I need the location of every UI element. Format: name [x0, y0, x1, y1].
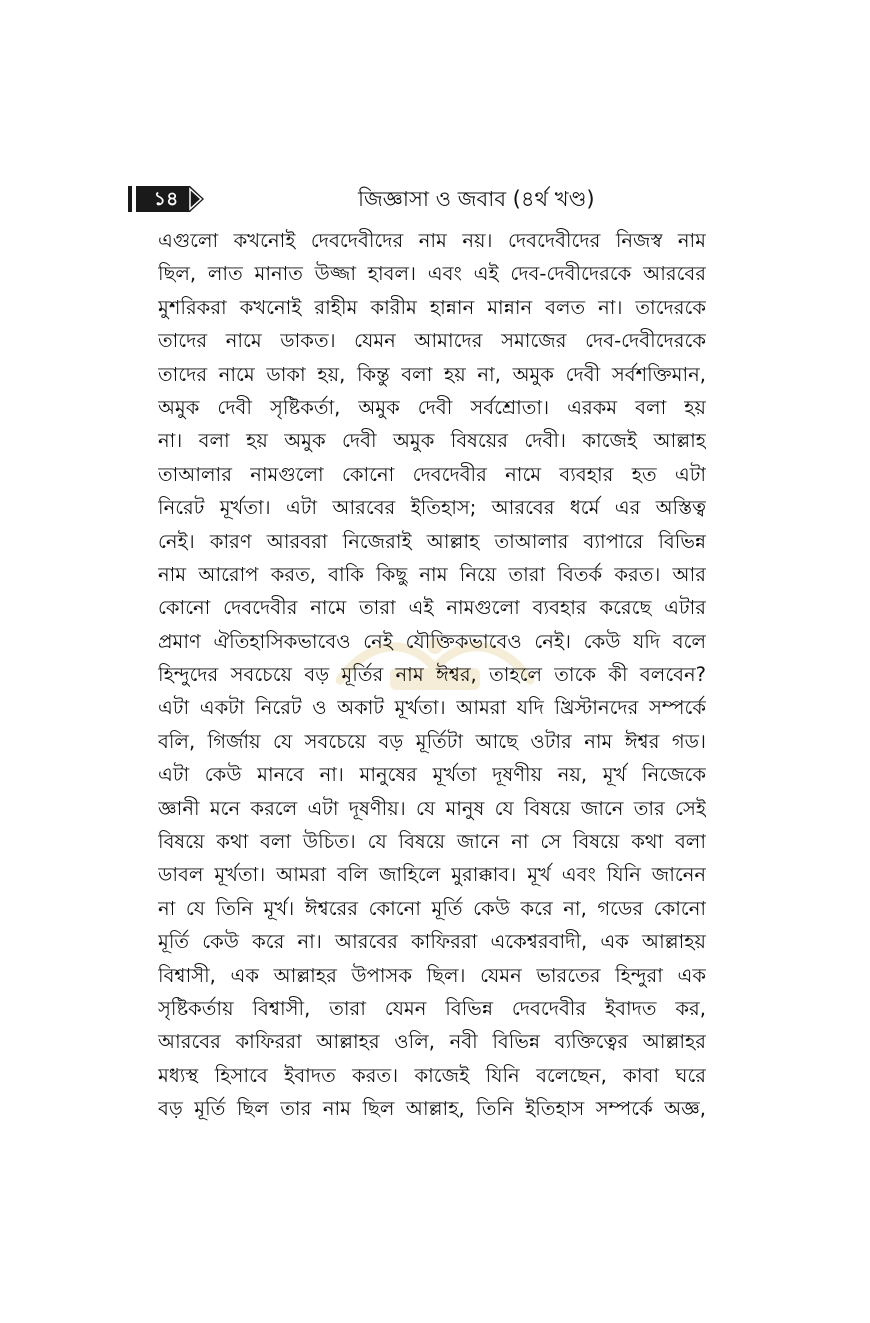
text-line: বিশ্বাসী, এক আল্লাহর উপাসক ছিল। যেমন ভারতের হিন্দুরা এক — [158, 963, 706, 987]
text-line: অমুক দেবী সৃষ্টিকর্তা, অমুক দেবী সর্বশ্রোতা। এরকম বলা হয় — [158, 395, 706, 419]
text-line: বড় মূর্তি ছিল তার নাম ছিল আল্লাহ, তিনি ইতিহাস সম্পর্কে অজ্ঞ, — [158, 1097, 706, 1121]
text-line: তাদের নামে ডাকত। যেমন আমাদের সমাজের দেব-দেবীদেরকে — [158, 329, 706, 353]
text-line: জ্ঞানী মনে করলে এটা দূষণীয়। যে মানুষ যে বিষয়ে জানে তার সেই — [158, 796, 706, 820]
text-line: মূর্তি কেউ করে না। আরবের কাফিররা একেশ্বরবাদী, এক আল্লাহয় — [158, 930, 706, 954]
body-text — [158, 224, 706, 1126]
text-line: না যে তিনি মূর্খ। ঈশ্বরের কোনো মূর্তি কেউ করে না, গডের কোনো — [158, 896, 706, 920]
page-number-badge — [128, 186, 206, 212]
text-line: এটা একটা নিরেট ও অকাট মূর্খতা। আমরা যদি খ্রিস্টানদের সম্পর্কে — [158, 696, 706, 720]
text-line: নাম আরোপ করত, বাকি কিছু নাম নিয়ে তারা বিতর্ক করত। আর — [158, 562, 706, 586]
text-line: এগুলো কখনোই দেবদেবীদের নাম নয়। দেবদেবীদের নিজস্ব নাম — [158, 229, 706, 252]
text-line: সৃষ্টিকর্তায় বিশ্বাসী, তারা যেমন বিভিন্ন দেবদেবীর ইবাদত কর, — [158, 996, 706, 1020]
text-line: নেই। কারণ আরবরা নিজেরাই আল্লাহ তাআলার ব্যাপারে বিভিন্ন — [158, 529, 706, 553]
text-line: তাদের নামে ডাকা হয়, কিন্তু বলা হয় না, অমুক দেবী সর্বশক্তিমান, — [158, 362, 706, 386]
text-line: আরবের কাফিররা আল্লাহর ওলি, নবী বিভিন্ন ব্যক্তিত্বের আল্লাহর — [158, 1030, 706, 1054]
text-line: বলি, গির্জায় যে সবচেয়ে বড় মূর্তিটা আছে ওটার নাম ঈশ্বর গড। — [158, 729, 706, 753]
text-line: মধ্যস্থ হিসাবে ইবাদত করত। কাজেই যিনি বলেছেন, কাবা ঘরে — [158, 1063, 706, 1087]
text-line: মুশরিকরা কখনোই রাহীম কারীম হান্নান মান্নান বলত না। তাদেরকে — [158, 295, 706, 319]
text-line: নিরেট মূর্খতা। এটা আরবের ইতিহাস; আরবের ধর্মে এর অস্তিত্ব — [158, 496, 706, 520]
page-number: ১৪ — [153, 188, 179, 210]
text-line: প্রমাণ ঐতিহাসিকভাবেও নেই যৌক্তিকভাবেও নেই। কেউ যদি বলে — [158, 629, 706, 653]
text-line: তাআলার নামগুলো কোনো দেবদেবীর নামে ব্যবহার হত এটা — [158, 462, 706, 486]
text-line: এটা কেউ মানবে না। মানুষের মূর্খতা দূষণীয় নয়, মূর্খ নিজেকে — [158, 763, 706, 787]
page-header — [128, 182, 708, 218]
text-line: বিষয়ে কথা বলা উচিত। যে বিষয়ে জানে না সে বিষয়ে কথা বলা — [158, 830, 706, 854]
running-title: জিজ্ঞাসা ও জবাব (৪র্থ খণ্ড) — [358, 187, 595, 211]
text-line: হিন্দুদের সবচেয়ে বড় মূর্তির নাম ঈশ্বর, তাহলে তাকে কী বলবেন? — [158, 663, 706, 687]
text-line: কোনো দেবদেবীর নামে তারা এই নামগুলো ব্যবহার করেছে এটার — [158, 596, 706, 620]
text-line: না। বলা হয় অমুক দেবী অমুক বিষয়ের দেবী। কাজেই আল্লাহ — [158, 429, 706, 453]
text-line: ছিল, লাত মানাত উজ্জা হাবল। এবং এই দেব-দেবীদেরকে আরবের — [158, 262, 706, 286]
text-line: ডাবল মূর্খতা। আমরা বলি জাহিলে মুরাক্কাব। মূর্খ এবং যিনি জানেন — [158, 863, 706, 887]
